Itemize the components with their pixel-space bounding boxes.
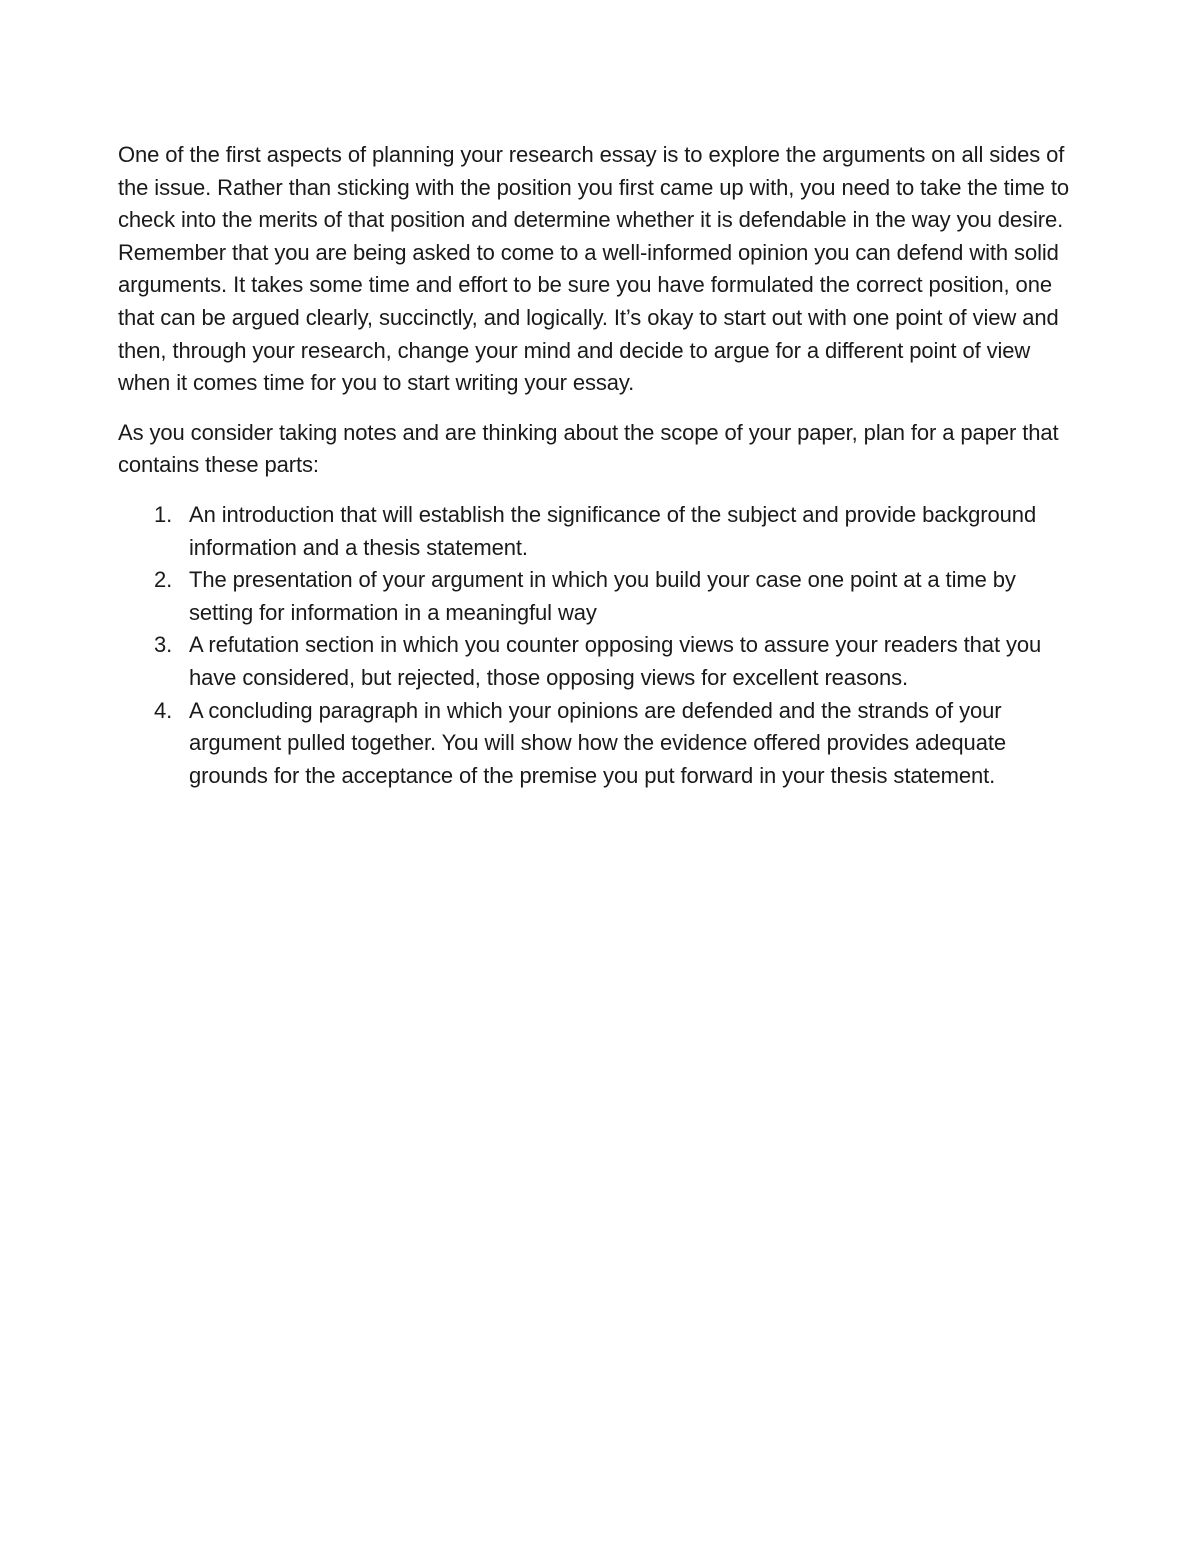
document-body [118,139,1084,792]
list-item-text: The presentation of your argument in which you build your case one point at a time by setting for information in a meaningful way [189,567,1016,625]
parts-lead-paragraph: As you consider taking notes and are thinking about the scope of your paper, plan for a paper that contains these parts: [118,419,1059,478]
list-item-number: 4. [154,697,173,723]
essay-parts-list [118,499,1084,792]
list-item [118,499,1084,564]
list-item-text: A refutation section in which you counter opposing views to assure your readers that you have considered, but rejected, those opposing views for excellent reasons. [189,632,1042,690]
list-item [118,564,1084,629]
list-item [118,695,1084,793]
list-item-text: A concluding paragraph in which your opinions are defended and the strands of your argument pulled together. You will show how the evidence offered provides adequate grounds for the acceptance of the premise you put forward in your thesis statement. [189,697,1006,788]
list-item-text: An introduction that will establish the significance of the subject and provide background information and a thesis statement. [189,501,1037,560]
list-item [118,629,1084,694]
list-item-number: 3. [154,632,173,658]
list-item-number: 2. [154,567,173,593]
list-item-number: 1. [154,501,173,527]
intro-paragraph: One of the first aspects of planning your research essay is to explore the arguments on all sides of the issue. Rather than sticking with the position you first came up with, you need to take the time to check into the merits of that position and determine whether it is defendable in the way you desire. Remember that you are being asked to come to a well-informed opinion you can defend with solid arguments. It takes some time and effort to be sure you have formulated the correct position, one that can be argued clearly, succinctly, and logically. It’s okay to start out with one point of view and then, through your research, change your mind and decide to argue for a different point of view when it comes time for you to start writing your essay. [118,142,1069,396]
